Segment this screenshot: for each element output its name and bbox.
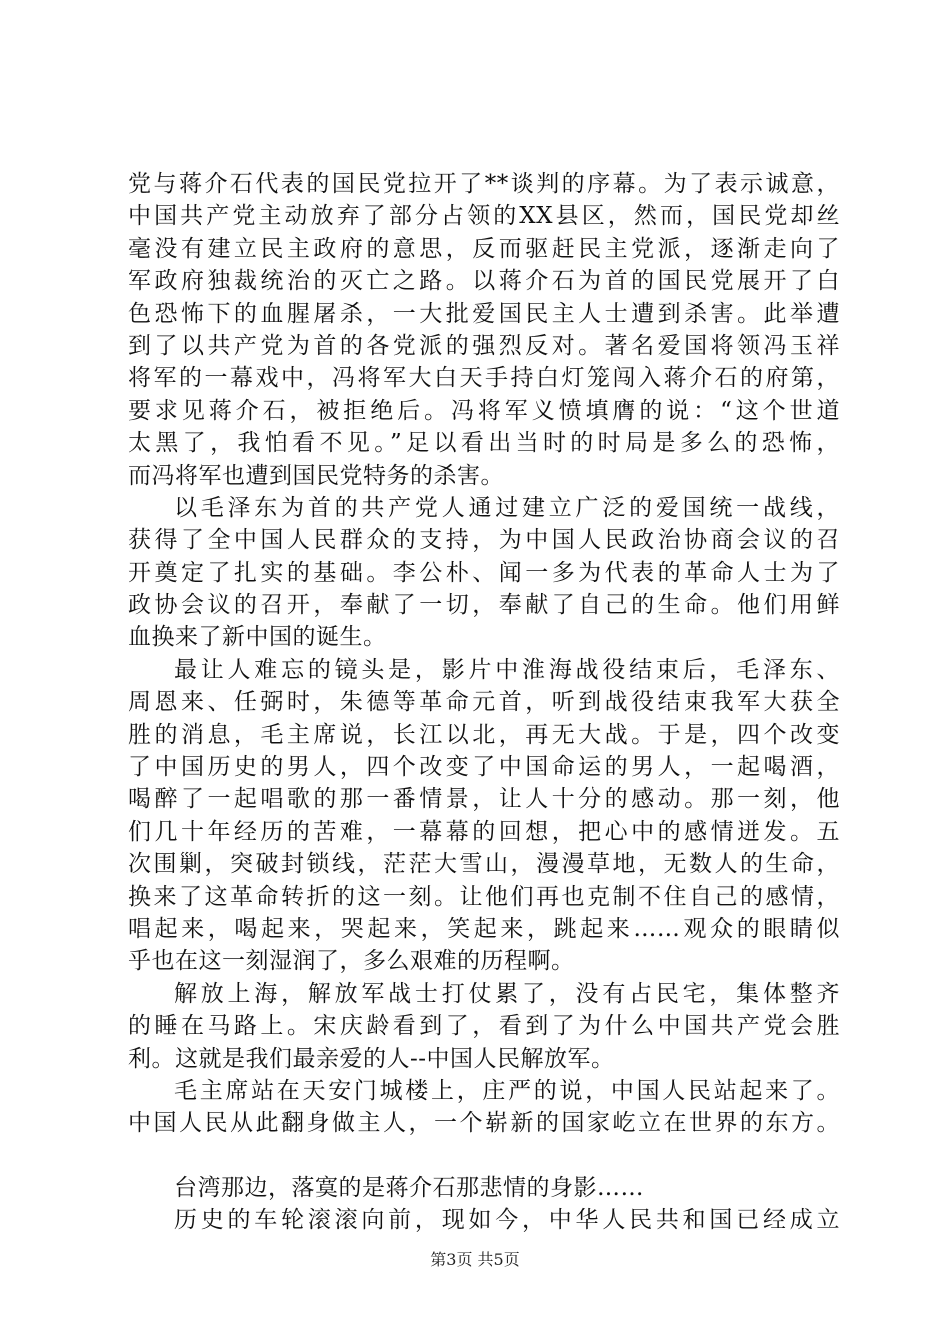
text-line: 色恐怖下的血腥屠杀，一大批爱国民主人士遭到杀害。此举遭 [128, 300, 840, 327]
text-line: 乎也在这一刻湿润了，多么艰难的历程啊。 [128, 948, 575, 975]
paragraph [128, 978, 840, 1075]
paragraph [128, 492, 840, 654]
text-line: 利。这就是我们最亲爱的人--中国人民解放军。 [128, 1045, 615, 1072]
text-line: 到了以共产党为首的各党派的强烈反对。著名爱国将领冯玉祥 [128, 332, 840, 359]
text-line: 以毛泽东为首的共产党人通过建立广泛的爱国统一战线， [174, 494, 840, 521]
text-line: 周恩来、任弼时，朱德等革命元首，听到战役结束我军大获全 [128, 689, 840, 716]
text-line: 军政府独裁统治的灭亡之路。以蒋介石为首的国民党展开了白 [128, 268, 840, 295]
text-line: 获得了全中国人民群众的支持，为中国人民政治协商会议的召 [128, 527, 840, 554]
text-line: 要求见蒋介石，被拒绝后。冯将军义愤填膺的说：“这个世道 [128, 397, 840, 424]
text-line: 次围剿，突破封锁线，茫茫大雪山，漫漫草地，无数人的生命， [128, 851, 840, 878]
text-line: 历史的车轮滚滚向前，现如今，中华人民共和国已经成立 [174, 1207, 840, 1234]
text-line: 的睡在马路上。宋庆龄看到了，看到了为什么中国共产党会胜 [128, 1013, 840, 1040]
paragraph [128, 1075, 840, 1140]
text-line: 开奠定了扎实的基础。李公朴、闻一多为代表的革命人士为了 [128, 559, 840, 586]
text-line: 血换来了新中国的诞生。 [128, 624, 387, 651]
paragraph [128, 168, 840, 492]
text-line: 台湾那边，落寞的是蒋介石那悲情的身影…… [174, 1174, 644, 1201]
paragraph-gap [128, 1140, 840, 1172]
text-line: 喝醉了一起唱歌的那一番情景，让人十分的感动。那一刻，他 [128, 786, 840, 813]
text-line: 太黑了，我怕看不见。”足以看出当时的时局是多么的恐怖， [128, 430, 840, 457]
text-line: 中国共产党主动放弃了部分占领的XX县区，然而，国民党却丝 [128, 203, 840, 230]
text-line: 将军的一幕戏中，冯将军大白天手持白灯笼闯入蒋介石的府第， [128, 365, 840, 392]
paragraph [128, 1172, 840, 1204]
text-line: 解放上海，解放军战士打仗累了，没有占民宅，集体整齐 [174, 980, 840, 1007]
text-line: 毫没有建立民主政府的意思，反而驱赶民主党派，逐渐走向了 [128, 235, 840, 262]
text-line: 胜的消息，毛主席说，长江以北，再无大战。于是，四个改变 [128, 721, 840, 748]
text-line: 换来了这革命转折的这一刻。让他们再也克制不住自己的感情， [128, 883, 840, 910]
document-body [128, 168, 840, 1237]
text-line: 政协会议的召开，奉献了一切，奉献了自己的生命。他们用鲜 [128, 592, 840, 619]
text-line: 最让人难忘的镜头是，影片中淮海战役结束后，毛泽东、 [174, 656, 840, 683]
text-line: 们几十年经历的苦难，一幕幕的回想，把心中的感情迸发。五 [128, 818, 840, 845]
text-line: 而冯将军也遭到国民党特务的杀害。 [128, 462, 504, 489]
paragraph [128, 1204, 840, 1236]
paragraph [128, 654, 840, 978]
page-number-footer: 第3页 共5页 [430, 1250, 520, 1269]
text-line: 党与蒋介石代表的国民党拉开了**谈判的序幕。为了表示诚意， [128, 171, 840, 197]
text-line: 了中国历史的男人，四个改变了中国命运的男人，一起喝酒， [128, 754, 840, 781]
text-line: 毛主席站在天安门城楼上，庄严的说，中国人民站起来了。 [174, 1077, 840, 1104]
text-line: 唱起来，喝起来，哭起来，笑起来，跳起来……观众的眼睛似 [128, 915, 840, 942]
text-line: 中国人民从此翻身做主人，一个崭新的国家屹立在世界的东方。 [128, 1110, 840, 1137]
